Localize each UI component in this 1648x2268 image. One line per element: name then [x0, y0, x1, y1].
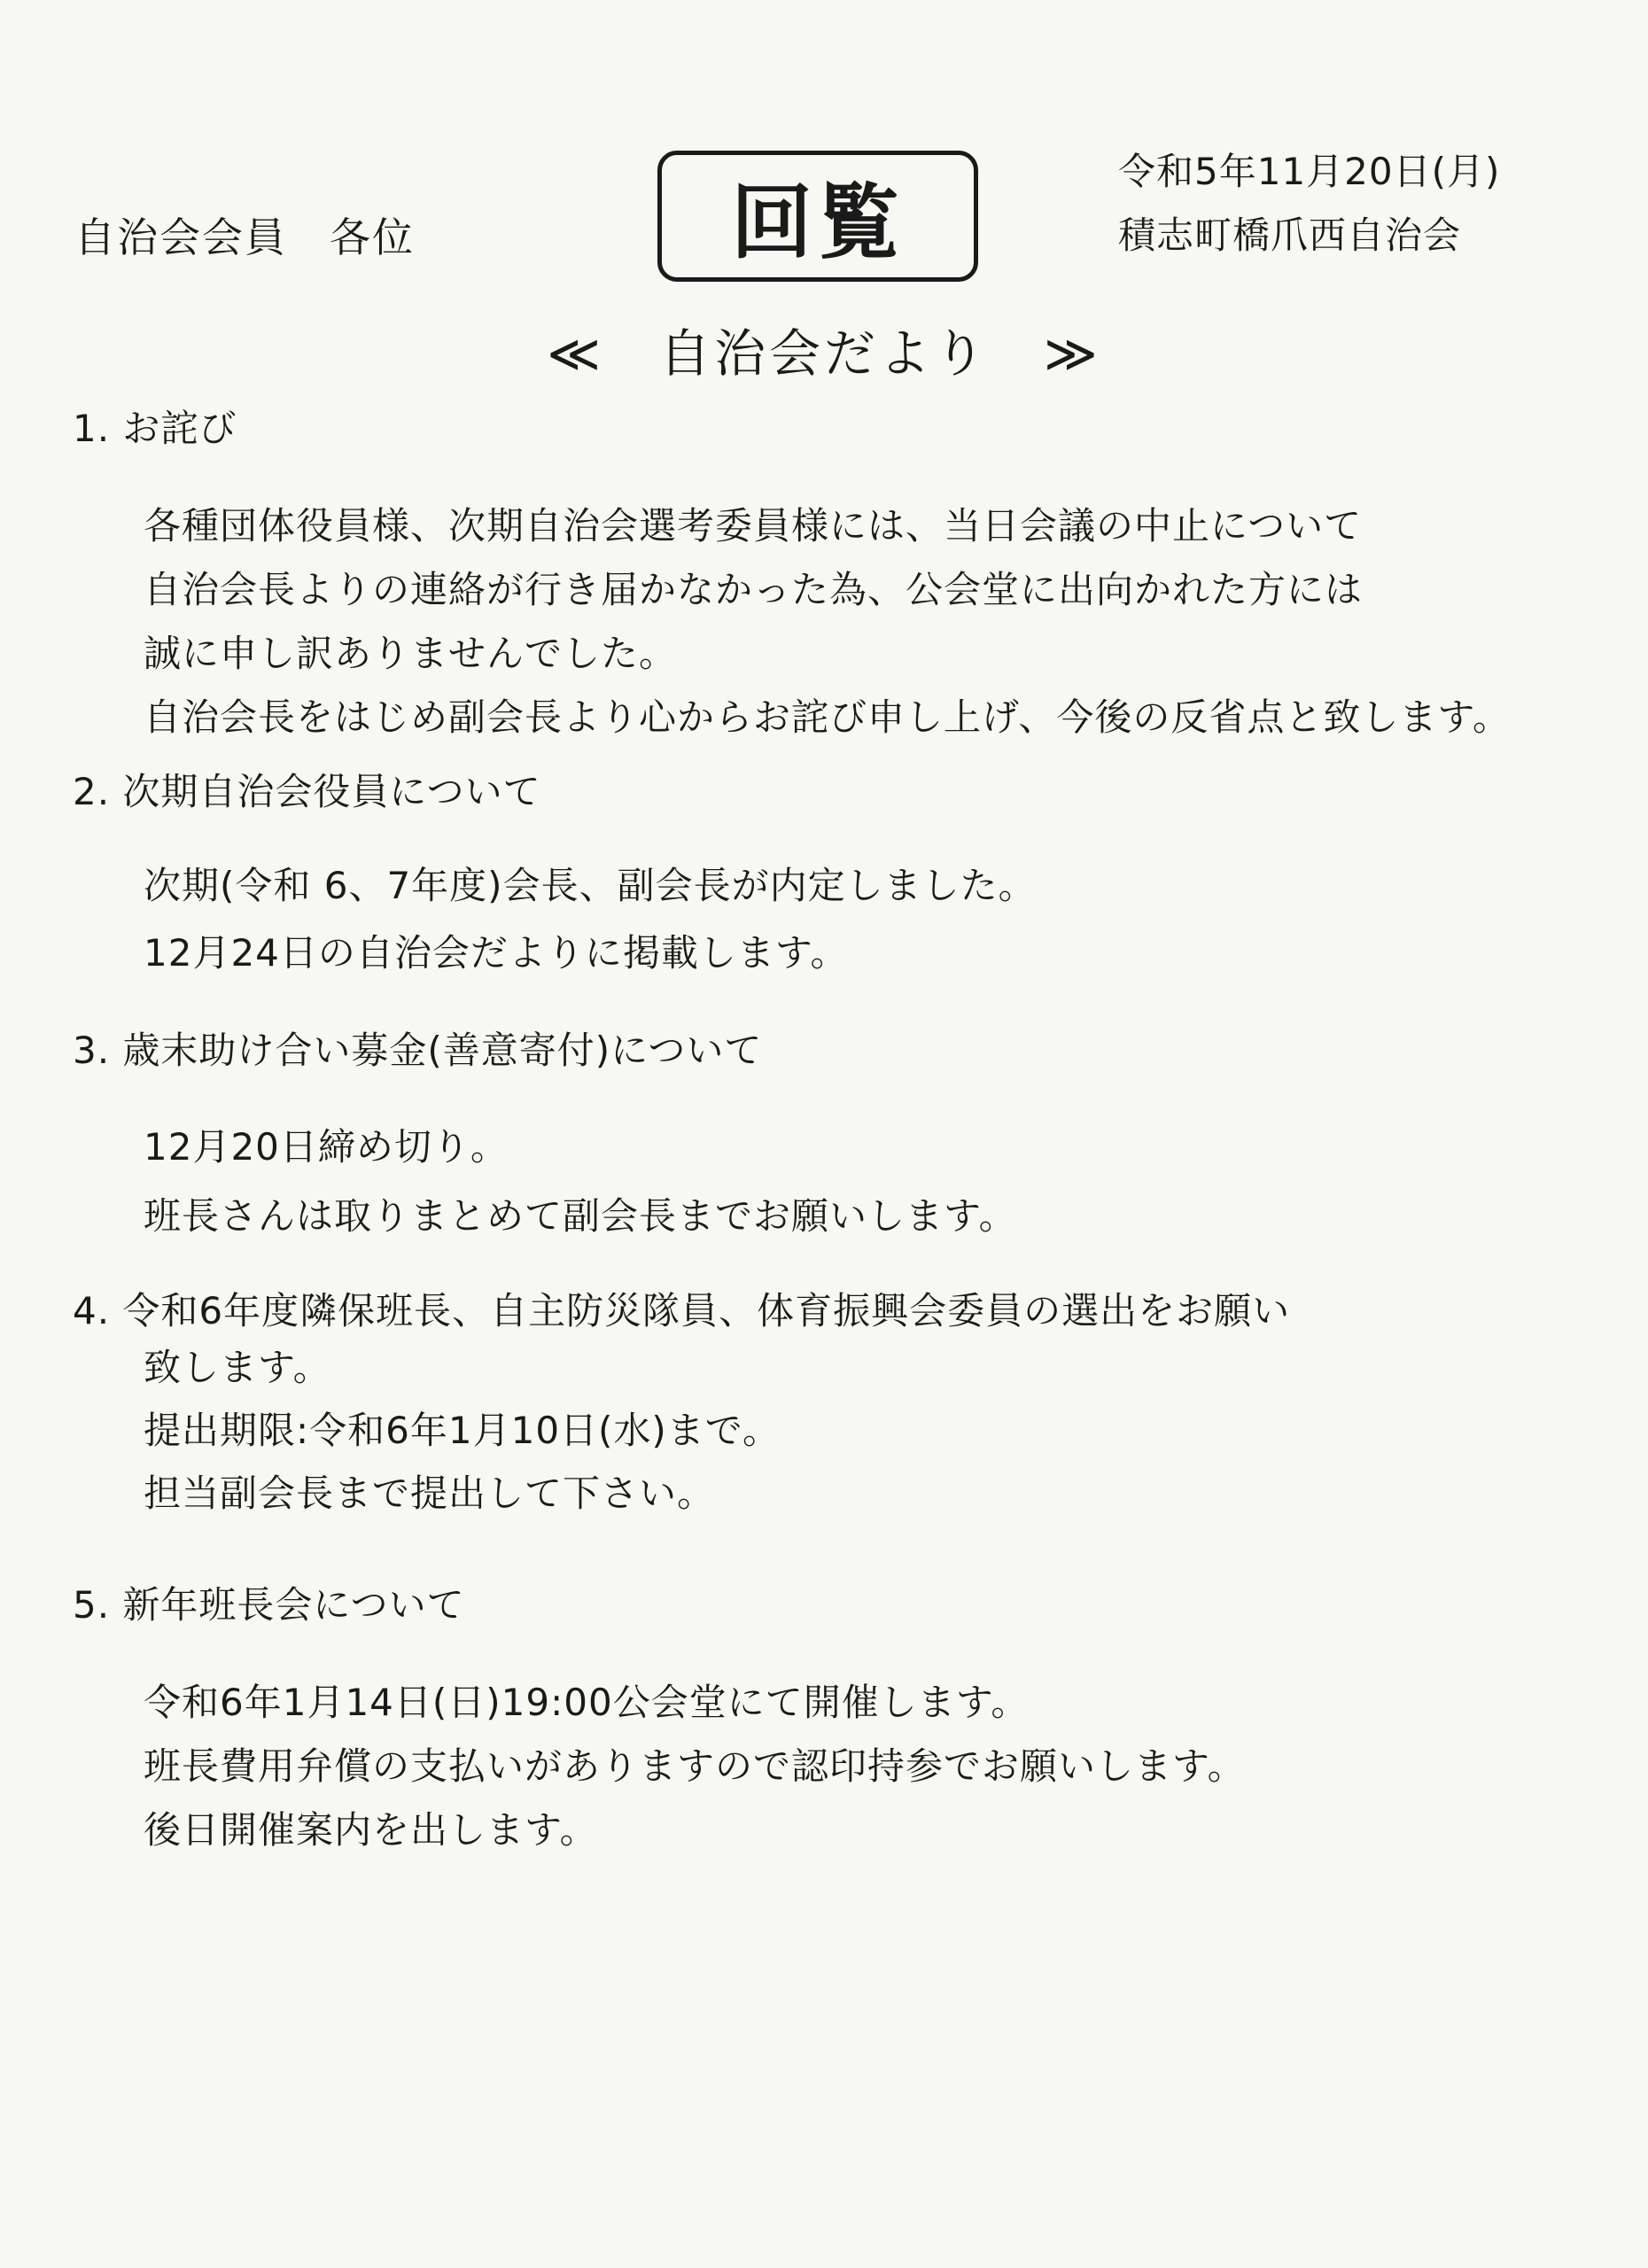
section-body	[144, 1113, 1579, 1251]
body-line: 担当副会長まで提出して下さい。	[144, 1472, 716, 1515]
issue-date: 令和5年11月20日(月)	[1118, 150, 1501, 193]
body-line: 誠に申し訳ありませんでした。	[144, 632, 678, 675]
circulation-stamp: 回覧	[657, 151, 978, 282]
newsletter-title: ≪ 自治会だより ≫	[547, 323, 1101, 384]
section-heading: 3. 歳末助け合い募金(善意寄付)について	[73, 1029, 763, 1072]
section-next-officers	[73, 767, 1579, 987]
section-body	[144, 852, 1579, 987]
body-line: 令和6年1月14日(日)19:00公会堂にて開催します。	[144, 1681, 1030, 1724]
body-line: 12月20日締め切り。	[144, 1125, 509, 1169]
body-line: 12月24日の自治会だよりに掲載します。	[144, 931, 849, 975]
body-line: 自治会長よりの連絡が行き届かなかった為、公会堂に出向かれた方には	[144, 568, 1364, 611]
section-heading: 4. 令和6年度隣保班長、自主防災隊員、体育振興会委員の選出をお願い	[73, 1289, 1291, 1332]
body-line: 致します。	[144, 1346, 331, 1389]
section-body	[144, 1336, 1579, 1525]
organization-name: 積志町橋爪西自治会	[1118, 214, 1462, 257]
section-new-year-meeting	[73, 1581, 1579, 1862]
section-year-end-donation	[73, 1026, 1579, 1251]
body-line: 班長費用弁償の支払いがありますので認印持参でお願いします。	[144, 1744, 1246, 1788]
section-apology	[73, 404, 1579, 750]
body-line: 次期(令和 6、7年度)会長、副会長が内定しました。	[144, 864, 1037, 907]
section-body	[144, 1671, 1579, 1862]
section-heading: 2. 次期自治会役員について	[73, 770, 541, 813]
body-line: 班長さんは取りまとめて副会長までお願いします。	[144, 1194, 1017, 1238]
body-line: 後日開催案内を出します。	[144, 1808, 598, 1852]
section-heading: 1. お詫び	[73, 407, 237, 450]
section-heading: 5. 新年班長会について	[73, 1583, 465, 1627]
section-body	[144, 494, 1579, 750]
body-line: 自治会長をはじめ副会長より心からお詫び申し上げ、今後の反省点と致します。	[144, 695, 1511, 739]
body-line: 提出期限:令和6年1月10日(水)まで。	[144, 1409, 781, 1452]
header-info	[1118, 140, 1500, 268]
body-line: 各種団体役員様、次期自治会選考委員様には、当日会議の中止について	[144, 504, 1363, 548]
section-officer-selection	[73, 1286, 1579, 1525]
addressee: 自治会会員 各位	[74, 214, 415, 261]
